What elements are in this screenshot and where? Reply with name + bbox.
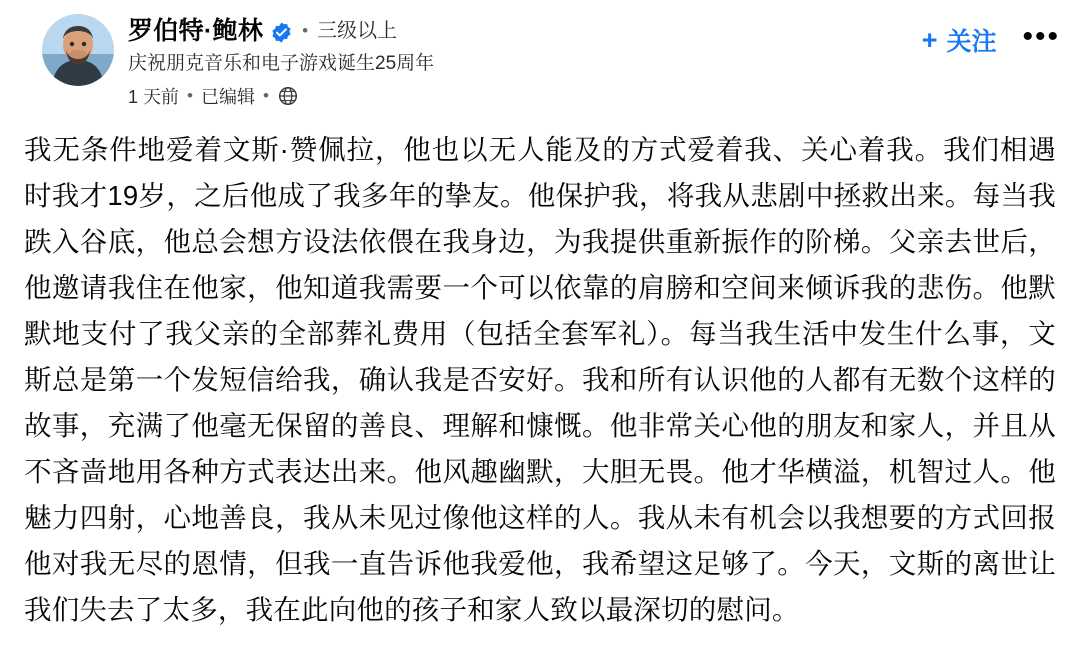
follow-button[interactable] — [922, 22, 997, 58]
post-header-text — [128, 14, 908, 109]
follow-button-label: 关注 — [946, 28, 997, 56]
avatar[interactable] — [42, 14, 114, 86]
more-options-icon[interactable]: ••• — [1022, 20, 1060, 53]
author-separator: • — [302, 20, 309, 40]
post-meta — [128, 83, 908, 109]
plus-icon: + — [921, 24, 938, 55]
verified-badge-icon — [270, 21, 293, 44]
post-body-text: 我无条件地爱着文斯·赞佩拉，他也以无人能及的方式爱着我、关心着我。我们相遇时我才19岁，之后他成了我多年的挚友。他保护我，将我从悲剧中拯救出来。每当我跌入谷底，他总会想方设法依偎在我身边，为我提供重新振作的阶梯。父亲去世后，他邀请我住在他家，他知道我需要一个可以依靠的肩膀和空间来倾诉我的悲伤。他默默地支付了我父亲的全部葬礼费用（包括全套军礼）。每当我生活中发生什么事，文斯总是第一个发短信给我，确认我是否安好。我和所有认识他的人都有无数个这样的故事，充满了他毫无保留的善良、理解和慷慨。他非常关心他的朋友和家人，并且从不吝啬地用各种方式表达出来。他风趣幽默，大胆无畏。他才华横溢，机智过人。他魅力四射，心地善良，我从未见过像他这样的人。我从未有机会以我想要的方式回报他对我无尽的恩情，但我一直告诉他我爱他，我希望这足够了。今天，文斯的离世让我们失去了太多，我在此向他的孩子和家人致以最深切的慰问。 — [24, 133, 1056, 625]
meta-separator-1: • — [187, 85, 193, 105]
post-header-actions — [922, 14, 1060, 58]
post-header — [20, 14, 1060, 109]
post-subtitle: 庆祝朋克音乐和电子游戏诞生25周年 — [128, 53, 435, 74]
post-time[interactable]: 1 天前 — [128, 86, 180, 107]
author-line — [128, 16, 908, 46]
author-name[interactable]: 罗伯特·鲍林 — [128, 17, 264, 45]
meta-separator-2: • — [262, 85, 269, 105]
avatar-image — [42, 14, 114, 86]
globe-icon[interactable] — [278, 86, 298, 106]
author-level: 三级以上 — [317, 20, 398, 42]
post-edited-label: 已编辑 — [200, 86, 255, 107]
